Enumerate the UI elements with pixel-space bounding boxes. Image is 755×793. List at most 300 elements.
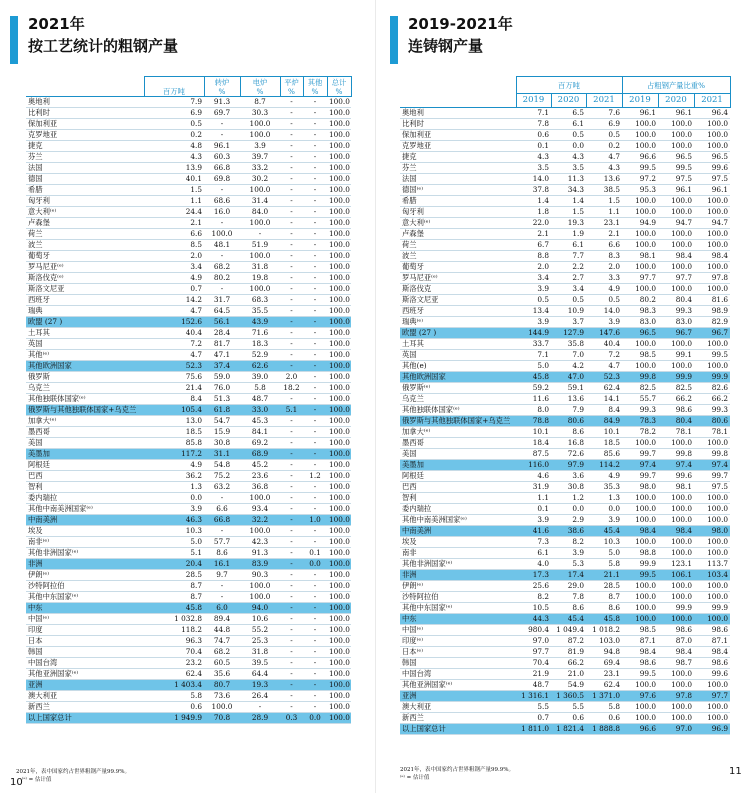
cell-value: 72.6 bbox=[551, 449, 586, 460]
row-label: 日本 bbox=[26, 636, 144, 647]
cell-value: 0.5 bbox=[586, 130, 622, 141]
row-label: 印度 bbox=[26, 625, 144, 636]
cell-value: - bbox=[303, 361, 327, 372]
cell-value: 99.3 bbox=[622, 405, 658, 416]
cell-value: - bbox=[280, 658, 303, 669]
cell-value: 100.0 bbox=[694, 284, 730, 295]
cell-value: 99.9 bbox=[622, 559, 658, 570]
cell-value: 100.0 bbox=[329, 207, 350, 216]
table-row bbox=[26, 130, 351, 141]
right-accent-bar bbox=[390, 16, 398, 64]
cell-value: 6.9 bbox=[144, 108, 204, 119]
row-label: 卢森堡 bbox=[400, 229, 516, 240]
cell-value: 100.0 bbox=[240, 218, 280, 229]
cell-value: 28.4 bbox=[204, 328, 240, 339]
cell-value: 87.2 bbox=[551, 636, 586, 647]
table-row bbox=[400, 196, 730, 207]
page-gutter bbox=[375, 0, 376, 793]
cell-value: 100.0 bbox=[622, 240, 658, 251]
cell-value: 40.4 bbox=[586, 339, 622, 350]
cell-value: 24.4 bbox=[144, 207, 204, 218]
cell-value: 100.0 bbox=[658, 592, 694, 603]
cell-value: 68.2 bbox=[204, 262, 240, 273]
cell-value: 1.5 bbox=[144, 185, 204, 196]
row-label: 克罗地亚 bbox=[26, 130, 144, 141]
table-row bbox=[26, 482, 351, 493]
cell-value: 3.9 bbox=[516, 284, 551, 295]
cell-value: 97.4 bbox=[622, 460, 658, 471]
cell-value: 87.1 bbox=[694, 636, 730, 647]
row-label: 美墨加 bbox=[400, 460, 516, 471]
cell-value: 28.9 bbox=[240, 713, 280, 724]
cell-value: 100.0 bbox=[694, 438, 730, 449]
cell-value: 96.5 bbox=[622, 328, 658, 339]
cell-value: 113.7 bbox=[694, 559, 730, 570]
cell-value: - bbox=[204, 592, 240, 603]
cell-value: 2.9 bbox=[551, 515, 586, 526]
left-accent-bar bbox=[10, 16, 18, 64]
cell-value: 100.0 bbox=[329, 152, 350, 161]
cell-value: 100.0 bbox=[658, 339, 694, 350]
table-row bbox=[26, 471, 351, 482]
row-label: 希腊 bbox=[26, 185, 144, 196]
subtotal-row bbox=[26, 603, 351, 614]
cell-value: 100.0 bbox=[622, 537, 658, 548]
cell-value: 100.0 bbox=[329, 262, 350, 271]
cell-value: 96.5 bbox=[694, 152, 730, 163]
cell-value: 0.0 bbox=[144, 493, 204, 504]
row-label: 俄罗斯与其他独联体国家+乌克兰 bbox=[26, 405, 144, 416]
cell-value: 20.4 bbox=[144, 559, 204, 570]
cell-value: 17.4 bbox=[551, 570, 586, 581]
cell-value: 100.0 bbox=[622, 284, 658, 295]
table-row bbox=[400, 163, 730, 174]
cell-value: - bbox=[303, 405, 327, 416]
cell-value: 68.9 bbox=[240, 449, 280, 460]
row-label: 韩国 bbox=[26, 647, 144, 658]
cell-value: 19.3 bbox=[240, 680, 280, 691]
cell-value: 100.0 bbox=[329, 449, 350, 458]
left-header bbox=[10, 14, 360, 66]
cell-value: 5.5 bbox=[551, 702, 586, 713]
cell-value: 59.1 bbox=[551, 383, 586, 394]
cell-value: 1 032.8 bbox=[144, 614, 204, 625]
cell-value: 2.2 bbox=[551, 262, 586, 273]
cell-value: 1.1 bbox=[586, 207, 622, 218]
row-label: 乌克兰 bbox=[26, 383, 144, 394]
cell-value: - bbox=[280, 702, 303, 713]
cell-value: 0.6 bbox=[144, 702, 204, 713]
table-row bbox=[26, 207, 351, 218]
cell-value: 100.0 bbox=[694, 130, 730, 141]
table-row bbox=[26, 614, 351, 625]
cell-value: 78.2 bbox=[622, 427, 658, 438]
cell-value: 28.5 bbox=[586, 581, 622, 592]
cell-value: 127.9 bbox=[551, 328, 586, 339]
cell-value: - bbox=[280, 460, 303, 471]
cell-value: 14.2 bbox=[144, 295, 204, 306]
row-label: 保加利亚 bbox=[26, 119, 144, 130]
cell-value: 21.1 bbox=[586, 570, 622, 581]
cell-value: 100.0 bbox=[658, 548, 694, 559]
cell-value: 100.0 bbox=[329, 284, 350, 293]
cell-value: - bbox=[303, 438, 327, 449]
row-label: 德国 bbox=[26, 174, 144, 185]
row-label: 俄罗斯⁽ᵉ⁾ bbox=[400, 383, 516, 394]
cell-value: 35.6 bbox=[204, 669, 240, 680]
cell-value: 0.1 bbox=[303, 548, 327, 559]
table-row bbox=[400, 449, 730, 460]
cell-value: 69.8 bbox=[204, 174, 240, 185]
row-label: 波兰 bbox=[400, 251, 516, 262]
cell-value: 96.1 bbox=[658, 108, 694, 119]
cell-value: 1 811.0 bbox=[516, 724, 551, 735]
cell-value: 64.5 bbox=[204, 306, 240, 317]
table-row bbox=[400, 625, 730, 636]
cell-value: 39.0 bbox=[240, 372, 280, 383]
cell-value: 13.4 bbox=[516, 306, 551, 317]
cell-value: - bbox=[280, 570, 303, 581]
left-title-year: 2021年 bbox=[28, 15, 85, 33]
cell-value: 97.8 bbox=[658, 691, 694, 702]
cell-value: 116.0 bbox=[516, 460, 551, 471]
row-label: 智利 bbox=[400, 493, 516, 504]
cell-value: 99.6 bbox=[694, 669, 730, 680]
row-label: 美国 bbox=[400, 449, 516, 460]
cell-value: 71.6 bbox=[240, 328, 280, 339]
cell-value: 100.0 bbox=[658, 229, 694, 240]
row-label: 芬兰 bbox=[400, 163, 516, 174]
table-row bbox=[26, 427, 351, 438]
table-row bbox=[400, 394, 730, 405]
cell-value: 38.6 bbox=[551, 526, 586, 537]
row-label: 加拿大⁽ᵉ⁾ bbox=[400, 427, 516, 438]
row-label: 其他亚洲国家⁽ᵉ⁾ bbox=[400, 680, 516, 691]
table-row bbox=[400, 438, 730, 449]
table-row bbox=[400, 647, 730, 658]
cell-value: 100.0 bbox=[694, 515, 730, 526]
cell-value: 100.0 bbox=[694, 229, 730, 240]
cell-value: 98.6 bbox=[658, 625, 694, 636]
cell-value: 98.0 bbox=[694, 526, 730, 537]
cell-value: 5.8 bbox=[144, 691, 204, 702]
cell-value: 40.4 bbox=[144, 328, 204, 339]
table-row bbox=[400, 713, 730, 724]
cell-value: 99.9 bbox=[694, 603, 730, 614]
cell-value: 98.1 bbox=[622, 251, 658, 262]
table-row bbox=[400, 339, 730, 350]
cell-value: 82.6 bbox=[694, 383, 730, 394]
cell-value: 98.6 bbox=[694, 658, 730, 669]
cell-value: 9.7 bbox=[204, 570, 240, 581]
cell-value: 97.9 bbox=[551, 460, 586, 471]
table-row bbox=[26, 581, 351, 592]
cell-value: 81.6 bbox=[694, 295, 730, 306]
cell-value: - bbox=[280, 416, 303, 427]
table-row bbox=[26, 669, 351, 680]
cell-value: 1 371.0 bbox=[586, 691, 622, 702]
cell-value: 106.1 bbox=[658, 570, 694, 581]
cell-value: 100.0 bbox=[329, 394, 350, 403]
cell-value: - bbox=[303, 251, 327, 262]
cell-value: 76.0 bbox=[204, 383, 240, 394]
cell-value: 0.6 bbox=[586, 713, 622, 724]
cell-value: 100.0 bbox=[622, 207, 658, 218]
row-label: 斯洛文尼亚 bbox=[400, 295, 516, 306]
cell-value: 7.9 bbox=[144, 97, 204, 108]
table-row bbox=[26, 372, 351, 383]
cell-value: 0.5 bbox=[551, 295, 586, 306]
cell-value: 100.0 bbox=[329, 548, 350, 557]
cell-value: 41.6 bbox=[516, 526, 551, 537]
cell-value: 100.0 bbox=[329, 702, 350, 711]
row-label: 委内瑞拉 bbox=[26, 493, 144, 504]
cell-value: 100.0 bbox=[329, 251, 350, 260]
cell-value: 100.0 bbox=[240, 592, 280, 603]
cell-value: - bbox=[240, 229, 280, 240]
right-group-header-tonnes: 百万吨 bbox=[516, 77, 622, 94]
cell-value: 0.1 bbox=[516, 504, 551, 515]
cell-value: 82.9 bbox=[694, 317, 730, 328]
cell-value: 100.0 bbox=[694, 240, 730, 251]
cell-value: 100.0 bbox=[329, 163, 350, 172]
cell-value: 1.0 bbox=[303, 515, 327, 526]
cell-value: 36.2 bbox=[144, 471, 204, 482]
cell-value: 70.4 bbox=[144, 647, 204, 658]
cell-value: 100.0 bbox=[329, 174, 350, 183]
cell-value: 100.0 bbox=[329, 350, 350, 359]
cell-value: 100.0 bbox=[694, 141, 730, 152]
cell-value: 123.1 bbox=[658, 559, 694, 570]
cell-value: 59.0 bbox=[204, 372, 240, 383]
cell-value: 98.4 bbox=[694, 647, 730, 658]
left-col-header: 转炉 % bbox=[204, 77, 240, 97]
cell-value: 100.0 bbox=[329, 625, 350, 634]
cell-value: 4.7 bbox=[586, 361, 622, 372]
cell-value: 45.4 bbox=[551, 614, 586, 625]
cell-value: 100.0 bbox=[622, 603, 658, 614]
cell-value: 98.1 bbox=[658, 482, 694, 493]
cell-value: 98.4 bbox=[622, 526, 658, 537]
table-row bbox=[400, 108, 730, 119]
cell-value: - bbox=[280, 163, 303, 174]
cell-value: - bbox=[303, 482, 327, 493]
right-year-header: 2021 bbox=[586, 94, 622, 108]
cell-value: 5.0 bbox=[144, 537, 204, 548]
cell-value: 82.5 bbox=[622, 383, 658, 394]
cell-value: 98.5 bbox=[622, 625, 658, 636]
row-label: 阿根廷 bbox=[26, 460, 144, 471]
row-label: 其他中南美洲国家⁽ᵉ⁾ bbox=[400, 515, 516, 526]
cell-value: - bbox=[280, 361, 303, 372]
cell-value: 70.8 bbox=[204, 713, 240, 724]
table-row bbox=[26, 229, 351, 240]
cell-value: 100.0 bbox=[658, 207, 694, 218]
cell-value: 96.1 bbox=[204, 141, 240, 152]
cell-value: - bbox=[280, 152, 303, 163]
cell-value: - bbox=[303, 537, 327, 548]
cell-value: 100.0 bbox=[694, 713, 730, 724]
table-row bbox=[400, 130, 730, 141]
cell-value: 84.9 bbox=[586, 416, 622, 427]
cell-value: 7.8 bbox=[551, 592, 586, 603]
row-label: 奥地利 bbox=[26, 97, 144, 108]
row-label: 法国 bbox=[400, 174, 516, 185]
cell-value: 66.2 bbox=[551, 658, 586, 669]
row-label: 奥地利 bbox=[400, 108, 516, 119]
row-label: 巴西 bbox=[26, 471, 144, 482]
cell-value: 100.0 bbox=[694, 680, 730, 691]
cell-value: 36.8 bbox=[240, 482, 280, 493]
cell-value: 100.0 bbox=[622, 339, 658, 350]
cell-value: 31.9 bbox=[516, 482, 551, 493]
cell-value: 100.0 bbox=[694, 339, 730, 350]
cell-value: 62.4 bbox=[586, 383, 622, 394]
cell-value: - bbox=[280, 229, 303, 240]
cell-value: 100.0 bbox=[329, 636, 350, 645]
cell-value: 98.7 bbox=[658, 658, 694, 669]
cell-value: - bbox=[303, 416, 327, 427]
cell-value: 5.3 bbox=[551, 559, 586, 570]
row-label: 其他中南美洲国家⁽ᵉ⁾ bbox=[26, 504, 144, 515]
cell-value: 100.0 bbox=[329, 581, 350, 590]
cell-value: 7.0 bbox=[551, 350, 586, 361]
cell-value: 99.5 bbox=[694, 350, 730, 361]
cell-value: 100.0 bbox=[329, 416, 350, 425]
row-label: 俄罗斯与其他独联体国家+乌克兰 bbox=[400, 416, 516, 427]
cell-value: 16.0 bbox=[204, 207, 240, 218]
cell-value: 6.7 bbox=[516, 240, 551, 251]
table-row bbox=[26, 284, 351, 295]
cell-value: 100.0 bbox=[329, 108, 350, 117]
cell-value: 91.3 bbox=[204, 97, 240, 108]
cell-value: 73.6 bbox=[204, 691, 240, 702]
cell-value: - bbox=[303, 570, 327, 581]
cell-value: 100.0 bbox=[622, 713, 658, 724]
cell-value: - bbox=[204, 130, 240, 141]
table-row bbox=[26, 251, 351, 262]
cell-value: 80.2 bbox=[204, 273, 240, 284]
cell-value: 4.9 bbox=[586, 284, 622, 295]
cell-value: 105.4 bbox=[144, 405, 204, 416]
row-label: 匈牙利 bbox=[400, 207, 516, 218]
cell-value: 23.6 bbox=[240, 471, 280, 482]
cell-value: 81.7 bbox=[204, 339, 240, 350]
cell-value: - bbox=[303, 328, 327, 339]
cell-value: 48.7 bbox=[240, 394, 280, 405]
cell-value: 1 403.4 bbox=[144, 680, 204, 691]
table-row bbox=[26, 383, 351, 394]
cell-value: 100.0 bbox=[658, 680, 694, 691]
row-label: 英国 bbox=[400, 350, 516, 361]
cell-value: 69.7 bbox=[204, 108, 240, 119]
row-label: 美国 bbox=[26, 438, 144, 449]
cell-value: 22.0 bbox=[516, 218, 551, 229]
cell-value: 94.8 bbox=[586, 647, 622, 658]
cell-value: 55.2 bbox=[240, 625, 280, 636]
row-label: 埃及 bbox=[26, 526, 144, 537]
cell-value: - bbox=[303, 581, 327, 592]
cell-value: - bbox=[303, 350, 327, 361]
table-row bbox=[26, 196, 351, 207]
cell-value: 99.5 bbox=[622, 570, 658, 581]
cell-value: 1 949.9 bbox=[144, 713, 204, 724]
cell-value: 7.7 bbox=[551, 251, 586, 262]
cell-value: 100.0 bbox=[658, 284, 694, 295]
cell-value: 26.4 bbox=[240, 691, 280, 702]
cell-value: 38.5 bbox=[586, 185, 622, 196]
cell-value: - bbox=[303, 493, 327, 504]
right-note: 2021年，表中国家约占世界粗钢产量99.9%。 bbox=[400, 767, 514, 773]
cell-value: 100.0 bbox=[622, 141, 658, 152]
cell-value: - bbox=[303, 691, 327, 702]
row-label: 墨西哥 bbox=[400, 438, 516, 449]
row-label: 南非 bbox=[400, 548, 516, 559]
cell-value: 100.0 bbox=[329, 471, 350, 480]
cell-value: 100.0 bbox=[658, 669, 694, 680]
cell-value: 100.0 bbox=[329, 427, 350, 436]
cell-value: 3.9 bbox=[586, 515, 622, 526]
cell-value: 103.4 bbox=[694, 570, 730, 581]
cell-value: 13.0 bbox=[144, 416, 204, 427]
cell-value: 99.7 bbox=[694, 471, 730, 482]
cell-value: 100.0 bbox=[329, 504, 350, 513]
row-label: 印度⁽ᵉ⁾ bbox=[400, 636, 516, 647]
cell-value: 6.1 bbox=[551, 240, 586, 251]
cell-value: 100.0 bbox=[694, 592, 730, 603]
row-label: 荷兰 bbox=[400, 240, 516, 251]
table-row bbox=[26, 218, 351, 229]
cell-value: 18.5 bbox=[144, 427, 204, 438]
table-row bbox=[26, 636, 351, 647]
cell-value: 100.0 bbox=[622, 702, 658, 713]
cell-value: 97.2 bbox=[622, 174, 658, 185]
cell-value: 100.0 bbox=[329, 691, 350, 700]
cell-value: 1 888.8 bbox=[586, 724, 622, 735]
cell-value: 100.0 bbox=[204, 702, 240, 713]
cell-value: 47.0 bbox=[551, 372, 586, 383]
table-row bbox=[400, 702, 730, 713]
cell-value: 78.8 bbox=[516, 416, 551, 427]
cell-value: 100.0 bbox=[329, 614, 350, 623]
cell-value: - bbox=[280, 218, 303, 229]
cell-value: 78.3 bbox=[622, 416, 658, 427]
cell-value: 6.0 bbox=[204, 603, 240, 614]
table-row bbox=[400, 119, 730, 130]
row-label: 其他中东国家⁽ᵉ⁾ bbox=[26, 592, 144, 603]
cell-value: 100.0 bbox=[329, 482, 350, 491]
cell-value: 78.1 bbox=[658, 427, 694, 438]
cell-value: - bbox=[204, 526, 240, 537]
cell-value: - bbox=[303, 273, 327, 284]
table-row bbox=[400, 306, 730, 317]
cell-value: - bbox=[280, 504, 303, 515]
cell-value: 97.8 bbox=[694, 273, 730, 284]
table-row bbox=[400, 141, 730, 152]
cell-value: 97.5 bbox=[694, 482, 730, 493]
cell-value: 99.8 bbox=[658, 449, 694, 460]
cell-value: 4.3 bbox=[551, 152, 586, 163]
cell-value: 100.0 bbox=[329, 713, 350, 722]
cell-value: - bbox=[204, 218, 240, 229]
cell-value: 45.8 bbox=[586, 614, 622, 625]
cell-value: 10.9 bbox=[551, 306, 586, 317]
row-label: 伊朗⁽ᵉ⁾ bbox=[26, 570, 144, 581]
table-row bbox=[400, 658, 730, 669]
table-row bbox=[26, 328, 351, 339]
cell-value: 99.9 bbox=[658, 372, 694, 383]
cell-value: 0.0 bbox=[551, 141, 586, 152]
